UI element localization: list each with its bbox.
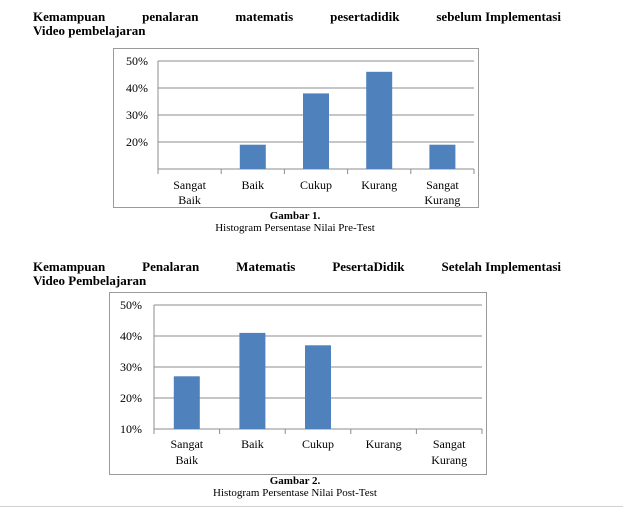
bar-sangat-kurang — [429, 145, 455, 169]
x-category-label: Kurang — [361, 178, 398, 192]
x-category-label: Sangat — [432, 437, 466, 451]
y-tick-label: 50% — [126, 54, 148, 68]
heading-word: Penalaran — [142, 259, 200, 274]
caption-number: Gambar 2. — [269, 475, 321, 487]
caption-text: Histogram Persentase Nilai Pre-Test — [215, 222, 375, 234]
caption-text: Histogram Persentase Nilai Post-Test — [213, 487, 377, 499]
y-tick-label: 40% — [120, 329, 142, 343]
heading-post-test — [33, 260, 561, 288]
x-category-label: Kurang — [365, 437, 402, 451]
heading-word: Setelah Implementasi — [441, 259, 561, 274]
x-category-label: Kurang — [431, 453, 468, 467]
heading-word: Kemampuan — [33, 259, 106, 274]
page-bottom-divider — [0, 506, 623, 507]
heading-pre-test — [33, 10, 561, 38]
heading-word: PesertaDidik — [332, 259, 405, 274]
heading-word: Matematis — [236, 259, 296, 274]
bar-baik — [239, 333, 265, 429]
y-tick-label: 10% — [120, 422, 142, 436]
bar-sangat-baik — [174, 376, 200, 429]
chart-pre-test — [114, 49, 478, 207]
x-category-label: Baik — [241, 178, 265, 192]
heading-word: matematis — [235, 9, 294, 24]
x-category-label: Baik — [178, 193, 201, 207]
heading-word: Kemampuan — [33, 9, 106, 24]
chart-pre-test-frame — [113, 48, 479, 208]
x-category-label: Kurang — [424, 193, 461, 207]
y-tick-label: 20% — [120, 391, 142, 405]
caption-pre-test — [150, 210, 440, 234]
x-category-label: Cukup — [299, 178, 333, 192]
chart-post-test — [110, 293, 486, 474]
x-category-label: Baik — [241, 437, 264, 451]
x-category-label: Baik — [175, 453, 199, 467]
x-category-label: Sangat — [170, 437, 204, 451]
y-tick-label: 50% — [120, 298, 142, 312]
chart-post-test-frame — [109, 292, 487, 475]
bar-kurang — [366, 72, 392, 169]
caption-post-test — [150, 475, 440, 499]
y-tick-label: 30% — [120, 360, 142, 374]
heading-word: penalaran — [142, 9, 199, 24]
heading-word: pesertadidik — [330, 9, 400, 24]
caption-number: Gambar 1. — [269, 210, 321, 222]
heading-line2: Video Pembelajaran — [33, 273, 147, 288]
bar-baik — [240, 145, 266, 169]
x-category-label: Sangat — [426, 178, 459, 192]
bar-cukup — [303, 93, 329, 169]
y-tick-label: 40% — [126, 81, 148, 95]
x-category-label: Cukup — [301, 437, 335, 451]
heading-word: sebelum Implementasi — [436, 9, 561, 24]
y-tick-label: 20% — [126, 135, 148, 149]
y-tick-label: 30% — [126, 108, 148, 122]
x-category-label: Sangat — [173, 178, 206, 192]
bar-cukup — [305, 345, 331, 429]
heading-line2: Video pembelajaran — [33, 23, 146, 38]
